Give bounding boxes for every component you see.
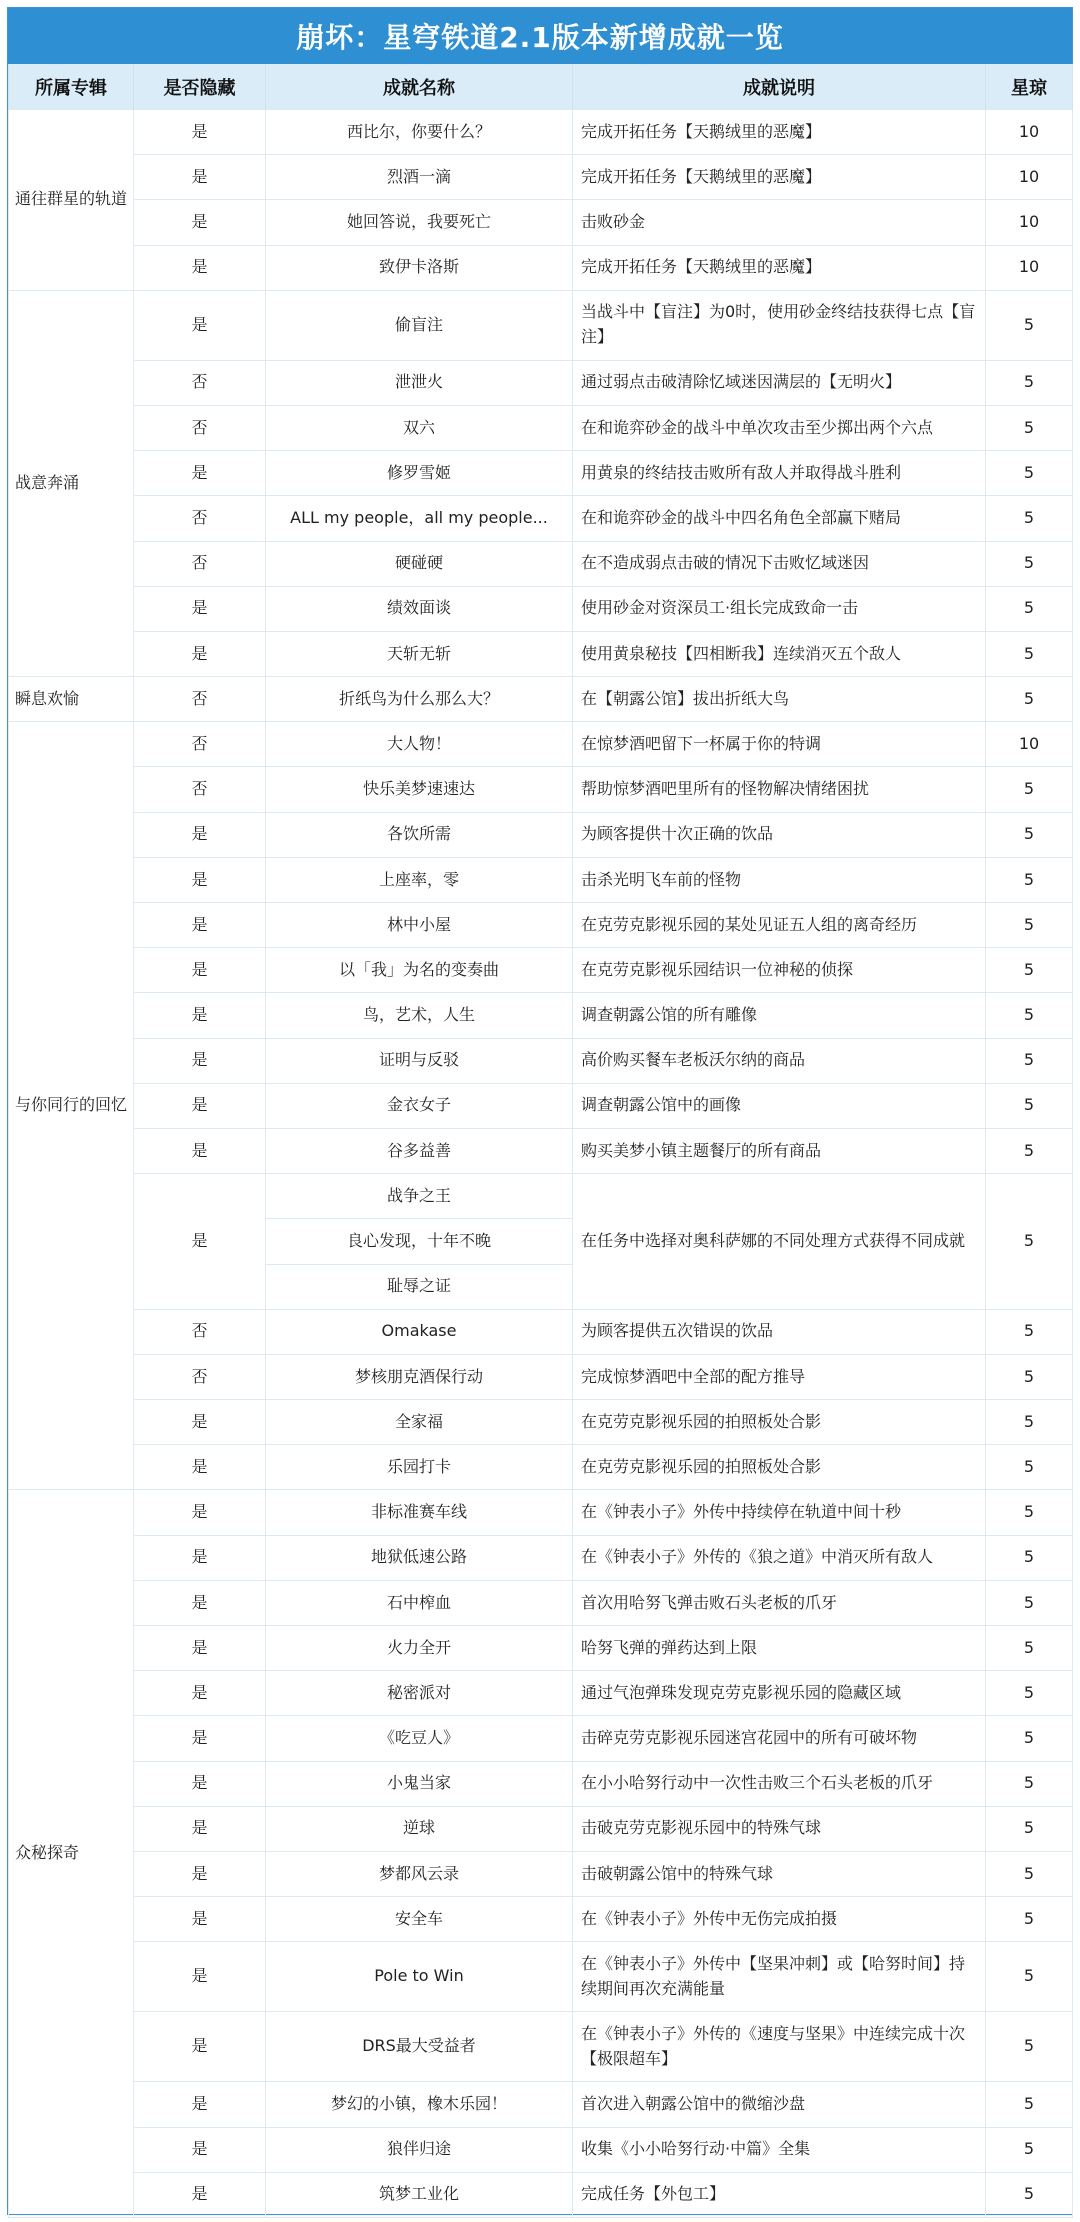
achievement-name-cell: 筑梦工业化 <box>266 2172 573 2217</box>
achievement-description-cell: 完成开拓任务【天鹅绒里的恶魔】 <box>573 155 986 200</box>
stellar-jade-cell: 10 <box>986 155 1073 200</box>
achievement-name-cell: 耻辱之证 <box>266 1264 573 1309</box>
table-row <box>9 1400 1073 1445</box>
achievement-description-cell: 首次进入朝露公馆中的微缩沙盘 <box>573 2082 986 2127</box>
stellar-jade-cell: 5 <box>986 1174 1073 1310</box>
achievement-name-cell: 《吃豆人》 <box>266 1716 573 1761</box>
stellar-jade-cell: 5 <box>986 586 1073 631</box>
achievement-name-cell: 战争之王 <box>266 1174 573 1219</box>
achievement-name-cell: 泄泄火 <box>266 360 573 405</box>
achievement-description-cell: 使用砂金对资深员工·组长完成致命一击 <box>573 586 986 631</box>
hidden-flag-cell: 否 <box>134 496 266 541</box>
hidden-flag-cell: 否 <box>134 405 266 450</box>
hidden-flag-cell: 是 <box>134 1671 266 1716</box>
achievement-name-cell: 以「我」为名的变奏曲 <box>266 948 573 993</box>
achievement-description-cell: 在惊梦酒吧留下一杯属于你的特调 <box>573 722 986 767</box>
hidden-flag-cell: 是 <box>134 2012 266 2082</box>
table-row <box>9 677 1073 722</box>
table-row <box>9 496 1073 541</box>
table-row <box>9 2012 1073 2082</box>
stellar-jade-cell: 10 <box>986 200 1073 245</box>
hidden-flag-cell: 是 <box>134 948 266 993</box>
achievement-name-cell: 逆球 <box>266 1806 573 1851</box>
hidden-flag-cell: 是 <box>134 2082 266 2127</box>
table-row <box>9 2172 1073 2217</box>
table-row <box>9 1445 1073 1490</box>
table-row <box>9 2082 1073 2127</box>
hidden-flag-cell: 是 <box>134 1490 266 1535</box>
achievement-name-cell: 硬碰硬 <box>266 541 573 586</box>
album-cell: 与你同行的回忆 <box>9 722 134 1490</box>
achievement-description-cell: 在不造成弱点击破的情况下击败忆域迷因 <box>573 541 986 586</box>
stellar-jade-cell: 5 <box>986 1626 1073 1671</box>
table-row <box>9 1716 1073 1761</box>
achievement-name-cell: Pole to Win <box>266 1942 573 2012</box>
table-row <box>9 1038 1073 1083</box>
achievement-description-cell: 哈努飞弹的弹药达到上限 <box>573 1626 986 1671</box>
stellar-jade-cell: 5 <box>986 1761 1073 1806</box>
achievement-description-cell: 在和诡弈砂金的战斗中四名角色全部赢下赌局 <box>573 496 986 541</box>
header-hidden: 是否隐藏 <box>134 64 266 110</box>
stellar-jade-cell: 5 <box>986 1038 1073 1083</box>
hidden-flag-cell: 是 <box>134 1400 266 1445</box>
table-row <box>9 812 1073 857</box>
stellar-jade-cell: 5 <box>986 1354 1073 1399</box>
hidden-flag-cell: 否 <box>134 767 266 812</box>
table-row <box>9 451 1073 496</box>
table-row <box>9 1580 1073 1625</box>
header-stellar-jade: 星琼 <box>986 64 1073 110</box>
hidden-flag-cell: 是 <box>134 2127 266 2172</box>
hidden-flag-cell: 是 <box>134 1580 266 1625</box>
achievement-description-cell: 帮助惊梦酒吧里所有的怪物解决情绪困扰 <box>573 767 986 812</box>
table-row <box>9 1626 1073 1671</box>
table-row <box>9 290 1073 360</box>
table-row <box>9 200 1073 245</box>
stellar-jade-cell: 5 <box>986 767 1073 812</box>
achievement-description-cell: 高价购买餐车老板沃尔纳的商品 <box>573 1038 986 1083</box>
hidden-flag-cell: 否 <box>134 677 266 722</box>
stellar-jade-cell: 5 <box>986 1535 1073 1580</box>
table-row <box>9 1761 1073 1806</box>
table-row <box>9 948 1073 993</box>
hidden-flag-cell: 否 <box>134 1309 266 1354</box>
stellar-jade-cell: 5 <box>986 857 1073 902</box>
achievement-description-cell: 通过弱点击破清除忆域迷因满层的【无明火】 <box>573 360 986 405</box>
achievement-name-cell: 西比尔，你要什么？ <box>266 110 573 155</box>
stellar-jade-cell: 5 <box>986 1083 1073 1128</box>
achievement-name-cell: 折纸鸟为什么那么大？ <box>266 677 573 722</box>
achievement-name-cell: 烈酒一滴 <box>266 155 573 200</box>
achievement-name-cell: 鸟，艺术，人生 <box>266 993 573 1038</box>
hidden-flag-cell: 是 <box>134 1761 266 1806</box>
hidden-flag-cell: 是 <box>134 812 266 857</box>
stellar-jade-cell: 5 <box>986 541 1073 586</box>
achievement-description-cell: 使用黄泉秘技【四相断我】连续消灭五个敌人 <box>573 631 986 676</box>
achievement-description-cell: 完成开拓任务【天鹅绒里的恶魔】 <box>573 245 986 290</box>
album-cell: 通往群星的轨道 <box>9 110 134 291</box>
achievement-name-cell: 狼伴归途 <box>266 2127 573 2172</box>
hidden-flag-cell: 是 <box>134 451 266 496</box>
achievement-name-cell: 大人物！ <box>266 722 573 767</box>
achievement-name-cell: 各饮所需 <box>266 812 573 857</box>
table-row <box>9 722 1073 767</box>
achievement-name-cell: 梦都风云录 <box>266 1851 573 1896</box>
stellar-jade-cell: 5 <box>986 1580 1073 1625</box>
table-row <box>9 360 1073 405</box>
achievement-description-cell: 当战斗中【盲注】为0时，使用砂金终结技获得七点【盲注】 <box>573 290 986 360</box>
table-row <box>9 2127 1073 2172</box>
table-row <box>9 1354 1073 1399</box>
sheet-title: 崩坏：星穹铁道2.1版本新增成就一览 <box>8 8 1072 64</box>
hidden-flag-cell: 是 <box>134 993 266 1038</box>
table-row <box>9 155 1073 200</box>
album-cell: 瞬息欢愉 <box>9 677 134 722</box>
hidden-flag-cell: 是 <box>134 586 266 631</box>
achievement-name-cell: 小鬼当家 <box>266 1761 573 1806</box>
stellar-jade-cell: 5 <box>986 1671 1073 1716</box>
achievement-description-cell: 在克劳克影视乐园结识一位神秘的侦探 <box>573 948 986 993</box>
achievement-sheet <box>7 7 1073 2215</box>
table-row <box>9 1490 1073 1535</box>
achievement-description-cell: 在任务中选择对奥科萨娜的不同处理方式获得不同成就 <box>573 1174 986 1310</box>
hidden-flag-cell: 是 <box>134 245 266 290</box>
hidden-flag-cell: 是 <box>134 857 266 902</box>
achievement-name-cell: 天斩无斩 <box>266 631 573 676</box>
table-row <box>9 541 1073 586</box>
hidden-flag-cell: 是 <box>134 110 266 155</box>
achievement-name-cell: 安全车 <box>266 1897 573 1942</box>
hidden-flag-cell: 是 <box>134 1851 266 1896</box>
table-row <box>9 1897 1073 1942</box>
stellar-jade-cell: 5 <box>986 1806 1073 1851</box>
album-cell: 战意奔涌 <box>9 290 134 676</box>
stellar-jade-cell: 10 <box>986 110 1073 155</box>
stellar-jade-cell: 5 <box>986 360 1073 405</box>
achievement-description-cell: 购买美梦小镇主题餐厅的所有商品 <box>573 1128 986 1173</box>
stellar-jade-cell: 5 <box>986 1128 1073 1173</box>
table-row <box>9 110 1073 155</box>
achievement-description-cell: 在《钟表小子》外传的《速度与坚果》中连续完成十次【极限超车】 <box>573 2012 986 2082</box>
stellar-jade-cell: 5 <box>986 2172 1073 2217</box>
hidden-flag-cell: 是 <box>134 1716 266 1761</box>
hidden-flag-cell: 是 <box>134 1174 266 1310</box>
stellar-jade-cell: 10 <box>986 722 1073 767</box>
hidden-flag-cell: 是 <box>134 1038 266 1083</box>
header-description: 成就说明 <box>573 64 986 110</box>
achievement-name-cell: 全家福 <box>266 1400 573 1445</box>
achievement-description-cell: 击破克劳克影视乐园中的特殊气球 <box>573 1806 986 1851</box>
header-name: 成就名称 <box>266 64 573 110</box>
stellar-jade-cell: 5 <box>986 1490 1073 1535</box>
achievement-description-cell: 在克劳克影视乐园的拍照板处合影 <box>573 1445 986 1490</box>
achievement-name-cell: 绩效面谈 <box>266 586 573 631</box>
stellar-jade-cell: 5 <box>986 290 1073 360</box>
header-album: 所属专辑 <box>9 64 134 110</box>
hidden-flag-cell: 是 <box>134 1897 266 1942</box>
achievement-description-cell: 完成任务【外包工】 <box>573 2172 986 2217</box>
album-cell: 众秘探奇 <box>9 1490 134 2217</box>
achievement-name-cell: 林中小屋 <box>266 903 573 948</box>
achievement-description-cell: 在《钟表小子》外传中持续停在轨道中间十秒 <box>573 1490 986 1535</box>
achievement-name-cell: 非标准赛车线 <box>266 1490 573 1535</box>
hidden-flag-cell: 是 <box>134 1806 266 1851</box>
stellar-jade-cell: 5 <box>986 2012 1073 2082</box>
stellar-jade-cell: 5 <box>986 903 1073 948</box>
achievement-name-cell: 双六 <box>266 405 573 450</box>
hidden-flag-cell: 否 <box>134 1354 266 1399</box>
stellar-jade-cell: 5 <box>986 631 1073 676</box>
table-row <box>9 1851 1073 1896</box>
achievement-description-cell: 击碎克劳克影视乐园迷宫花园中的所有可破坏物 <box>573 1716 986 1761</box>
achievement-description-cell: 收集《小小哈努行动·中篇》全集 <box>573 2127 986 2172</box>
table-row <box>9 1128 1073 1173</box>
stellar-jade-cell: 5 <box>986 405 1073 450</box>
hidden-flag-cell: 是 <box>134 1535 266 1580</box>
table-row <box>9 405 1073 450</box>
achievement-name-cell: 火力全开 <box>266 1626 573 1671</box>
achievement-description-cell: 为顾客提供十次正确的饮品 <box>573 812 986 857</box>
achievement-name-cell: 证明与反驳 <box>266 1038 573 1083</box>
header-row <box>9 64 1073 110</box>
hidden-flag-cell: 是 <box>134 1128 266 1173</box>
stellar-jade-cell: 5 <box>986 496 1073 541</box>
table-row <box>9 1806 1073 1851</box>
stellar-jade-cell: 5 <box>986 1400 1073 1445</box>
table-row <box>9 1942 1073 2012</box>
achievement-name-cell: 上座率，零 <box>266 857 573 902</box>
achievement-name-cell: 偷盲注 <box>266 290 573 360</box>
stellar-jade-cell: 5 <box>986 1897 1073 1942</box>
table-row <box>9 631 1073 676</box>
table-row <box>9 903 1073 948</box>
table-row <box>9 993 1073 1038</box>
achievement-description-cell: 在【朝露公馆】拔出折纸大鸟 <box>573 677 986 722</box>
table-row <box>9 245 1073 290</box>
achievement-description-cell: 为顾客提供五次错误的饮品 <box>573 1309 986 1354</box>
achievement-description-cell: 首次用哈努飞弹击败石头老板的爪牙 <box>573 1580 986 1625</box>
achievement-name-cell: Omakase <box>266 1309 573 1354</box>
achievement-description-cell: 在《钟表小子》外传的《狼之道》中消灭所有敌人 <box>573 1535 986 1580</box>
hidden-flag-cell: 是 <box>134 290 266 360</box>
stellar-jade-cell: 5 <box>986 1445 1073 1490</box>
achievement-name-cell: 梦核朋克酒保行动 <box>266 1354 573 1399</box>
stellar-jade-cell: 5 <box>986 2127 1073 2172</box>
achievement-name-cell: 快乐美梦速速达 <box>266 767 573 812</box>
achievement-description-cell: 击杀光明飞车前的怪物 <box>573 857 986 902</box>
achievement-description-cell: 在和诡弈砂金的战斗中单次攻击至少掷出两个六点 <box>573 405 986 450</box>
stellar-jade-cell: 10 <box>986 245 1073 290</box>
achievement-description-cell: 完成惊梦酒吧中全部的配方推导 <box>573 1354 986 1399</box>
table-row <box>9 1083 1073 1128</box>
achievement-description-cell: 调查朝露公馆中的画像 <box>573 1083 986 1128</box>
achievement-name-cell: 梦幻的小镇，橡木乐园！ <box>266 2082 573 2127</box>
achievement-name-cell: 地狱低速公路 <box>266 1535 573 1580</box>
achievement-name-cell: 她回答说，我要死亡 <box>266 200 573 245</box>
achievement-description-cell: 在《钟表小子》外传中【坚果冲刺】或【哈努时间】持续期间再次充满能量 <box>573 1942 986 2012</box>
hidden-flag-cell: 是 <box>134 200 266 245</box>
achievement-description-cell: 用黄泉的终结技击败所有敌人并取得战斗胜利 <box>573 451 986 496</box>
stellar-jade-cell: 5 <box>986 993 1073 1038</box>
achievement-name-cell: ALL my people，all my people... <box>266 496 573 541</box>
achievement-name-cell: 乐园打卡 <box>266 1445 573 1490</box>
hidden-flag-cell: 是 <box>134 1083 266 1128</box>
achievement-description-cell: 通过气泡弹珠发现克劳克影视乐园的隐藏区域 <box>573 1671 986 1716</box>
achievement-name-cell: 修罗雪姬 <box>266 451 573 496</box>
table-row <box>9 586 1073 631</box>
stellar-jade-cell: 5 <box>986 1851 1073 1896</box>
stellar-jade-cell: 5 <box>986 812 1073 857</box>
hidden-flag-cell: 是 <box>134 903 266 948</box>
hidden-flag-cell: 是 <box>134 155 266 200</box>
achievement-description-cell: 击破朝露公馆中的特殊气球 <box>573 1851 986 1896</box>
stellar-jade-cell: 5 <box>986 2082 1073 2127</box>
stellar-jade-cell: 5 <box>986 1309 1073 1354</box>
hidden-flag-cell: 是 <box>134 1942 266 2012</box>
achievement-description-cell: 在克劳克影视乐园的拍照板处合影 <box>573 1400 986 1445</box>
achievement-name-cell: 致伊卡洛斯 <box>266 245 573 290</box>
achievement-name-cell: 谷多益善 <box>266 1128 573 1173</box>
table-row <box>9 857 1073 902</box>
stellar-jade-cell: 5 <box>986 677 1073 722</box>
achievement-description-cell: 完成开拓任务【天鹅绒里的恶魔】 <box>573 110 986 155</box>
achievement-description-cell: 在小小哈努行动中一次性击败三个石头老板的爪牙 <box>573 1761 986 1806</box>
achievement-name-cell: 石中榨血 <box>266 1580 573 1625</box>
table-row <box>9 1535 1073 1580</box>
hidden-flag-cell: 否 <box>134 541 266 586</box>
table-row <box>9 1309 1073 1354</box>
achievement-name-cell: 秘密派对 <box>266 1671 573 1716</box>
hidden-flag-cell: 是 <box>134 631 266 676</box>
hidden-flag-cell: 是 <box>134 1445 266 1490</box>
stellar-jade-cell: 5 <box>986 1716 1073 1761</box>
achievement-table <box>8 64 1073 2218</box>
achievement-description-cell: 调查朝露公馆的所有雕像 <box>573 993 986 1038</box>
table-row <box>9 767 1073 812</box>
stellar-jade-cell: 5 <box>986 1942 1073 2012</box>
hidden-flag-cell: 否 <box>134 722 266 767</box>
table-row <box>9 1671 1073 1716</box>
achievement-description-cell: 击败砂金 <box>573 200 986 245</box>
hidden-flag-cell: 是 <box>134 2172 266 2217</box>
hidden-flag-cell: 否 <box>134 360 266 405</box>
hidden-flag-cell: 是 <box>134 1626 266 1671</box>
stellar-jade-cell: 5 <box>986 948 1073 993</box>
achievement-description-cell: 在《钟表小子》外传中无伤完成拍摄 <box>573 1897 986 1942</box>
achievement-name-cell: 良心发现，十年不晚 <box>266 1219 573 1264</box>
achievement-description-cell: 在克劳克影视乐园的某处见证五人组的离奇经历 <box>573 903 986 948</box>
achievement-name-cell: DRS最大受益者 <box>266 2012 573 2082</box>
table-row <box>9 1174 1073 1219</box>
stellar-jade-cell: 5 <box>986 451 1073 496</box>
achievement-name-cell: 金衣女子 <box>266 1083 573 1128</box>
